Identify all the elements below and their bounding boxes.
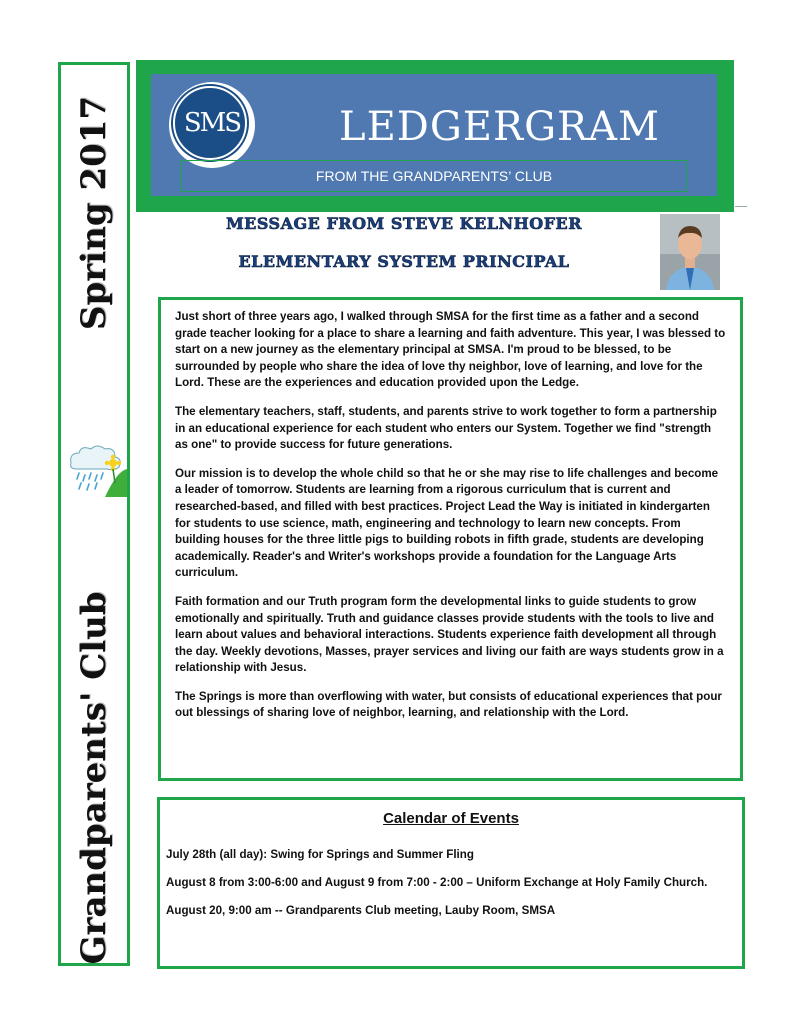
newsletter-title: LEDGERGRAM <box>339 104 661 150</box>
season-label: Spring 2017 <box>74 95 114 331</box>
masthead-banner <box>151 74 717 196</box>
masthead <box>136 60 734 212</box>
calendar-event: July 28th (all day): Swing for Springs and Summer Fling <box>166 848 474 861</box>
letter-paragraph: Faith formation and our Truth program form the developmental links to guide students to grow emotionally and spiritually. Truth and guidance classes provide students with the tools to live and learn about values and behavioral interactions. Students experience faith development all through the day. Weekly devotions, Masses, prayer services and living our faith are ways students grow in a relationship with Jesus. <box>175 594 724 675</box>
letter-paragraph: The Springs is more than overflowing with water, but consists of educational experiences that pour out blessings of sharing love of neighbor, learning, and relationship with the Lord. <box>175 689 722 720</box>
club-label: Grandparents' Club <box>74 591 114 965</box>
letter-paragraph: The elementary teachers, staff, students, and parents strive to work together to form a partnership in an educational experience for each student who enters our System. Together we find "strength as one" to provide success for future generations. <box>175 404 717 452</box>
newsletter-subtitle: FROM THE GRANDPARENTS’ CLUB <box>181 160 687 192</box>
school-logo <box>169 82 255 168</box>
principal-letter <box>158 297 743 781</box>
calendar-event: August 8 from 3:00-6:00 and August 9 from 7:00 - 2:00 – Uniform Exchange at Holy Family Church. <box>166 876 708 889</box>
headline-line-1: MESSAGE FROM STEVE KELNHOFER <box>225 214 583 233</box>
header-rule <box>735 206 747 207</box>
calendar-event: August 20, 9:00 am -- Grandparents Club meeting, Lauby Room, SMSA <box>166 904 556 917</box>
headline-line-2: ELEMENTARY SYSTEM PRINCIPAL <box>238 252 570 271</box>
letter-paragraph: Our mission is to develop the whole child so that he or she may rise to life challenges and become a leader of tomorrow. Students are learning from a rigorous curriculum that is current and researched-based, and filled with best practices. Project Lead the Way is initiated in kindergarten for students to use science, math, engineering and technology to learn new concepts. From building houses for the three little pigs to building robots in fifth grade, students are developing academically. Reader's and Writer's workshops provide a foundation for the Language Arts curriculum. <box>175 466 719 580</box>
logo-text: SMS <box>183 108 241 138</box>
logo-ring <box>173 86 247 160</box>
article-headline <box>214 214 594 271</box>
letter-paragraph: Just short of three years ago, I walked through SMSA for the first time as a father and a second grade teacher looking for a place to share a learning and faith adventure. This year, I was blessed to start on a new journey as the elementary principal at SMSA. I'm proud to be blessed, to be surrounded by people who share the idea of love thy neighbor, love of learning, and love for the Lord. These are the experiences and education provided upon the Ledge. <box>175 310 726 390</box>
principal-photo <box>660 214 720 290</box>
calendar-of-events <box>157 797 745 969</box>
calendar-title: Calendar of Events <box>383 810 519 827</box>
sun-rain-flower-icon <box>65 441 127 497</box>
sidebar-banner <box>58 62 130 966</box>
